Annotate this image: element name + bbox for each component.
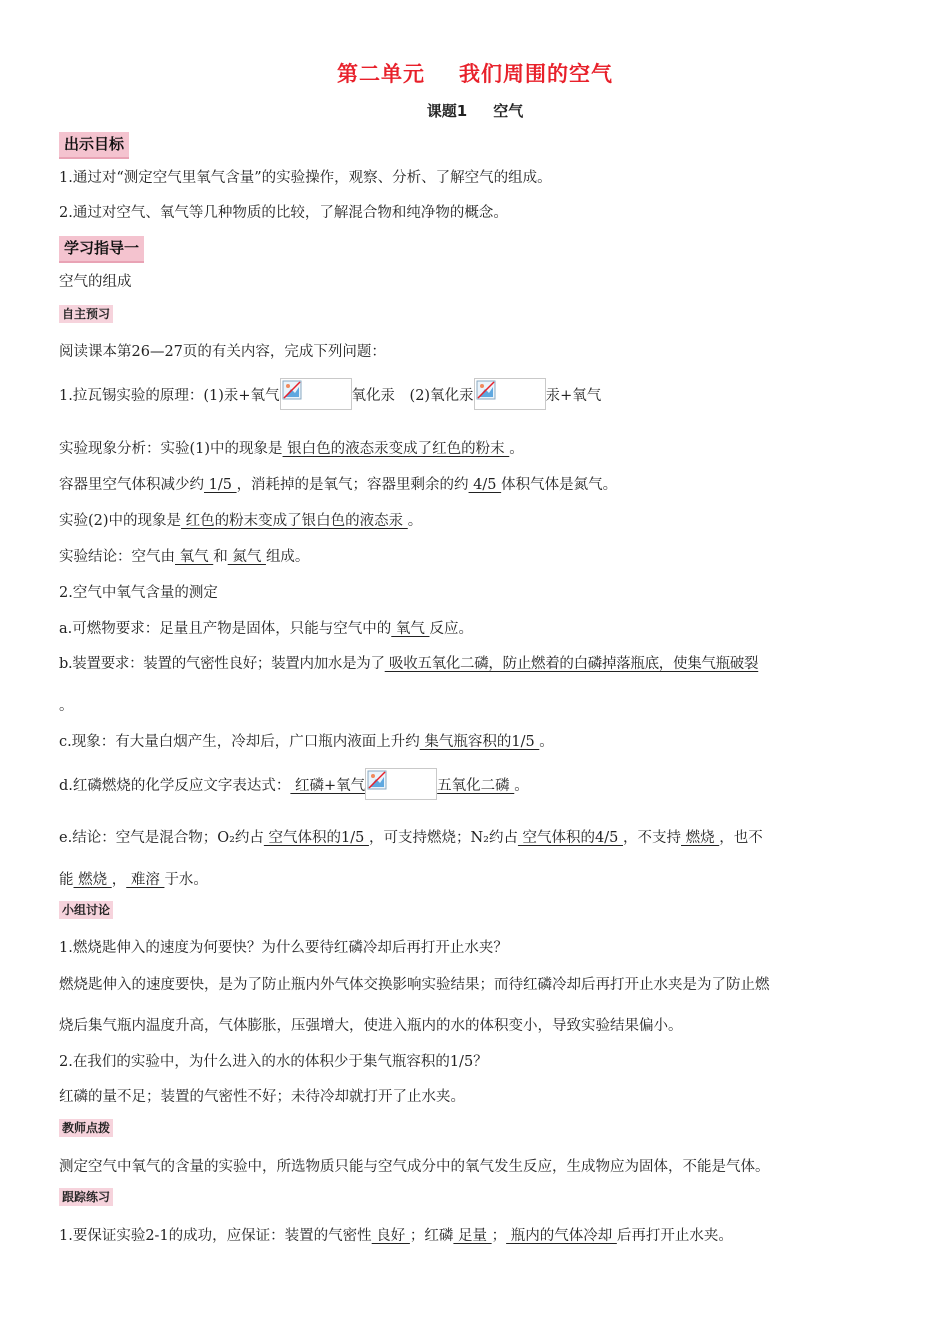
answer-conclusion: 实验结论：空气由 氧气 和 氮气 组成。 bbox=[59, 549, 310, 565]
answer-blank: 难溶 bbox=[126, 872, 165, 888]
answer-blank: 集气瓶容积的1/5 bbox=[419, 734, 540, 750]
answer-blank: 良好 bbox=[371, 1228, 410, 1244]
teacher-badge: 教师点拨 bbox=[59, 1119, 113, 1137]
answer-blank: 吸收五氧化二磷，防止燃着的白磷掉落瓶底，使集气瓶破裂 bbox=[384, 656, 759, 672]
goal-1: 1.通过对“测定空气里氧气含量”的实验操作，观察、分析、了解空气的组成。 bbox=[59, 170, 552, 186]
preview-badge: 自主预习 bbox=[59, 305, 113, 323]
guide-badge: 学习指导一 bbox=[59, 236, 144, 263]
item-a: a.可燃物要求：足量且产物是固体，只能与空气中的 氧气 反应。 bbox=[59, 621, 473, 637]
discussion-a2: 红磷的量不足；装置的气密性不好；未待冷却就打开了止水夹。 bbox=[59, 1089, 465, 1105]
answer-blank: 银白色的液态汞变成了红色的粉末 bbox=[282, 441, 510, 457]
answer-blank: 空气体积的1/5 bbox=[263, 830, 369, 846]
practice-badge: 跟踪练习 bbox=[59, 1188, 113, 1206]
answer-blank: 氧气 bbox=[391, 621, 430, 637]
answer-phenomenon-2: 实验(2)中的现象是 红色的粉末变成了银白色的液态汞 。 bbox=[59, 513, 423, 529]
reaction-condition-image bbox=[474, 378, 546, 410]
discussion-badge: 小组讨论 bbox=[59, 901, 113, 919]
item-d: d.红磷燃烧的化学反应文字表达式： 红磷+氧气 五氧化二磷 。 bbox=[59, 772, 529, 800]
goals-badge: 出示目标 bbox=[59, 132, 129, 159]
broken-image-icon bbox=[282, 380, 302, 400]
answer-blank: 瓶内的气体冷却 bbox=[506, 1228, 617, 1244]
answer-blank: 4/5 bbox=[468, 477, 502, 493]
goal-2: 2.通过对空气、氧气等几种物质的比较，了解混合物和纯净物的概念。 bbox=[59, 205, 508, 221]
answer-blank: 红色的粉末变成了银白色的液态汞 bbox=[181, 513, 408, 529]
teacher-note: 测定空气中氧气的含量的实验中，所选物质只能与空气成分中的氧气发生反应，生成物应为固体，不能是气体。 bbox=[59, 1159, 770, 1175]
lesson-title bbox=[0, 100, 950, 121]
answer-blank: 空气体积的4/5 bbox=[517, 830, 624, 846]
item-e-cont: 能 燃烧 ， 难溶 于水。 bbox=[59, 872, 208, 888]
reaction-condition-image bbox=[280, 378, 352, 410]
answer-blank: 足量 bbox=[453, 1228, 492, 1244]
answer-blank: 氧气 bbox=[175, 549, 214, 565]
practice-1: 1.要保证实验2-1的成功，应保证：装置的气密性 良好 ；红磷 足量 ； 瓶内的气体冷却 后再打开止水夹。 bbox=[59, 1228, 733, 1244]
lesson-name: 空气 bbox=[493, 102, 524, 120]
unit-number: 第二单元 bbox=[337, 62, 425, 86]
discussion-a1-line2: 烧后集气瓶内温度升高，气体膨胀，压强增大，使进入瓶内的水的体积变小，导致实验结果偏小。 bbox=[59, 1018, 683, 1034]
broken-image-icon bbox=[367, 770, 387, 790]
read-instruction: 阅读课本第26—27页的有关内容，完成下列问题： bbox=[59, 344, 386, 360]
answer-blank: 五氧化二磷 bbox=[437, 778, 515, 794]
answer-blank: 燃烧 bbox=[73, 872, 112, 888]
answer-blank: 1/5 bbox=[204, 477, 237, 493]
item-c: c.现象：有大量白烟产生，冷却后，广口瓶内液面上升约 集气瓶容积的1/5 。 bbox=[59, 734, 554, 750]
question-2: 2.空气中氧气含量的测定 bbox=[59, 585, 218, 601]
discussion-a1-line1: 燃烧匙伸入的速度要快，是为了防止瓶内外气体交换影响实验结果；而待红磷冷却后再打开止水夹是为了防止燃 bbox=[59, 977, 770, 993]
unit-name: 我们周围的空气 bbox=[459, 62, 613, 86]
answer-phenomenon-1: 实验现象分析：实验(1)中的现象是 银白色的液态汞变成了红色的粉末 。 bbox=[59, 441, 524, 457]
broken-image-icon bbox=[476, 380, 496, 400]
discussion-q2: 2.在我们的实验中，为什么进入的水的体积少于集气瓶容积的1/5？ bbox=[59, 1054, 488, 1070]
item-e: e.结论：空气是混合物；O₂约占 空气体积的1/5 ，可支持燃烧；N₂约占 空气体积的4/5 ，不支持 燃烧 ，也不 bbox=[59, 830, 763, 846]
item-b: b.装置要求：装置的气密性良好；装置内加水是为了 吸收五氧化二磷，防止燃着的白磷掉落瓶底，使集气瓶破裂 bbox=[59, 656, 759, 672]
answer-blank: 红磷+氧气 bbox=[290, 778, 366, 794]
unit-title bbox=[0, 58, 950, 88]
answer-blank: 氮气 bbox=[227, 549, 266, 565]
item-b-end: 。 bbox=[59, 698, 74, 714]
answer-volume: 容器里空气体积减少约 1/5 ，消耗掉的是氧气；容器里剩余的约 4/5 体积气体是氮气。 bbox=[59, 477, 618, 493]
discussion-q1: 1.燃烧匙伸入的速度为何要快？为什么要待红磷冷却后再打开止水夹？ bbox=[59, 940, 508, 956]
guide-topic: 空气的组成 bbox=[59, 274, 132, 290]
reaction-condition-image bbox=[365, 768, 437, 800]
question-1: 1.拉瓦锡实验的原理：(1)汞+氧气 氧化汞 (2)氧化汞 汞+氧气 bbox=[59, 382, 601, 410]
answer-blank: 燃烧 bbox=[681, 830, 720, 846]
lesson-number: 课题1 bbox=[426, 102, 468, 120]
